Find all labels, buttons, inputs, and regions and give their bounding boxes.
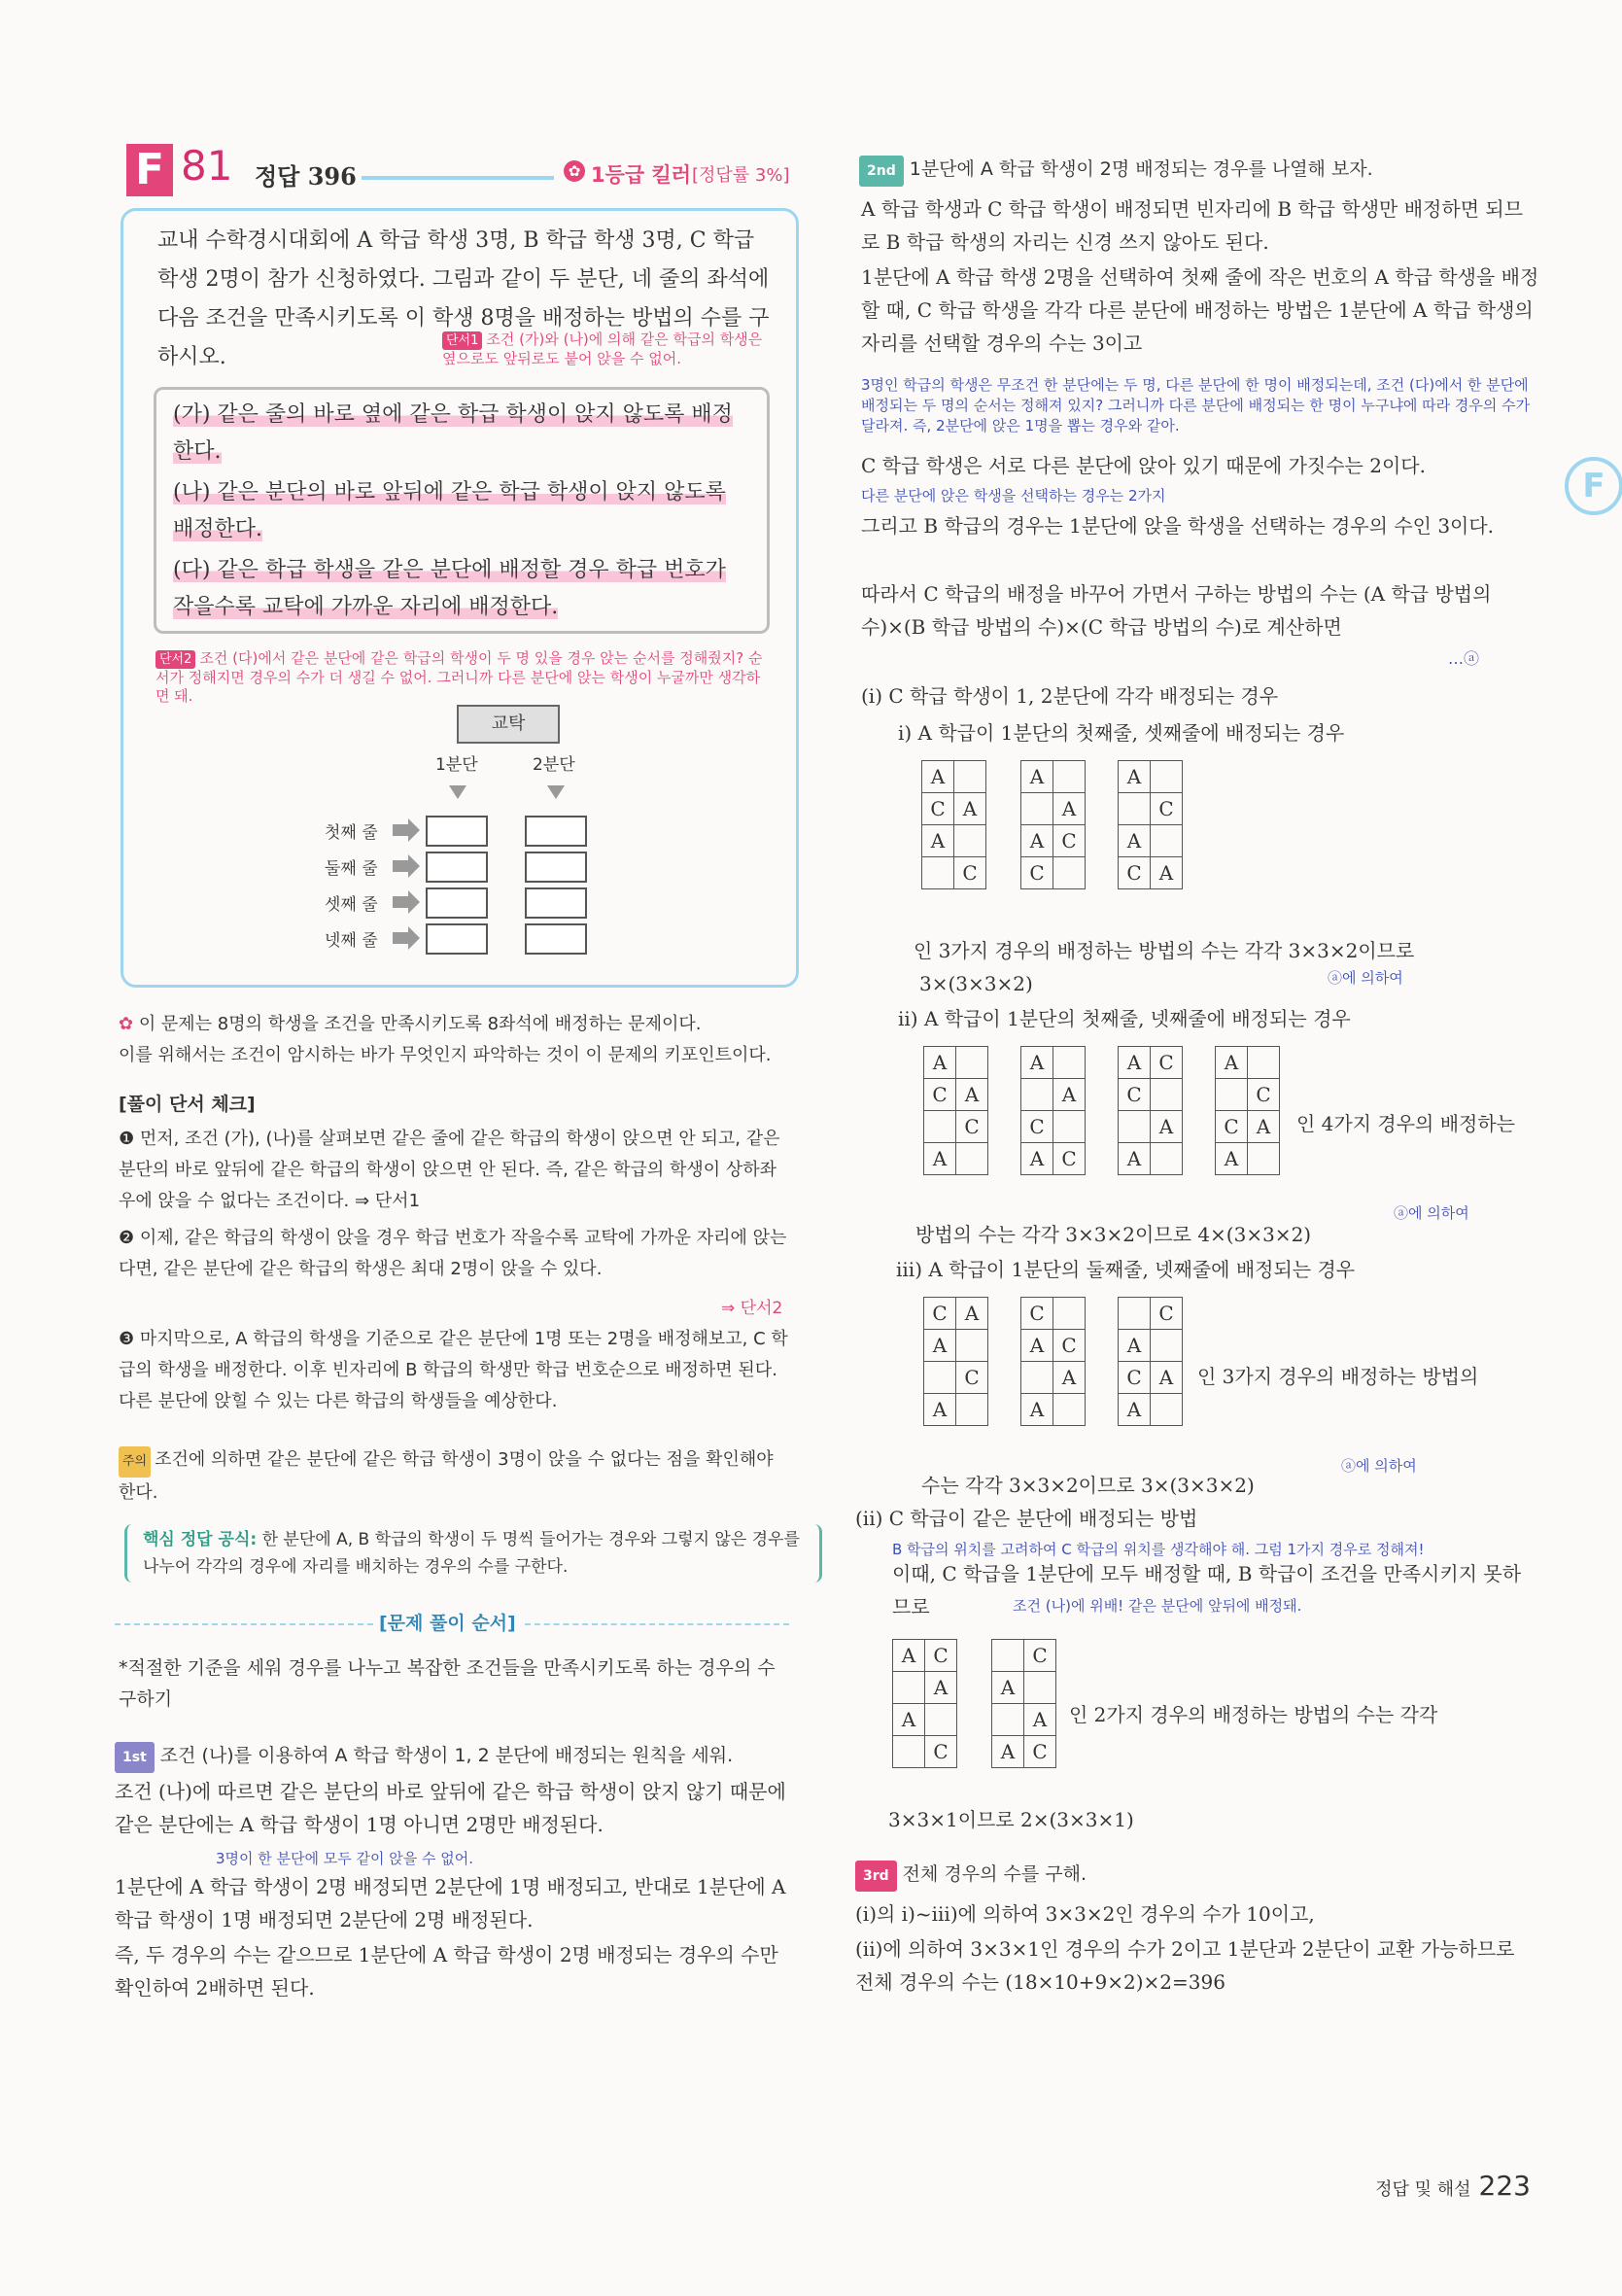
grid-cell [956, 1143, 988, 1175]
grid-cell: C [956, 1111, 988, 1143]
grid-cell: A [924, 1143, 956, 1175]
hint-2-tag: 단서2 [155, 650, 195, 669]
grid-cell: A [925, 1672, 957, 1704]
grid-cell [1119, 1298, 1151, 1330]
seat-grid-1 [921, 760, 986, 889]
grid-cell [1151, 1394, 1183, 1426]
check-1: ❶ 먼저, 조건 (가), (나)를 살펴보면 같은 줄에 같은 학급의 학생이 앉으면 안 되고, 같은 분단의 바로 앞뒤에 같은 학급의 학생이 앉으면 안 된다. 즉, 같은 학급의 학생이 상하좌우에 앉을 수 없다는 조건이다. ⇒ 단서1 [119, 1129, 780, 1211]
grid-cell [924, 1111, 956, 1143]
star-icon: ✿ [564, 160, 585, 182]
grid-cell: A [1151, 1362, 1183, 1394]
condition-c: (다) 같은 학급 학생을 같은 분단에 배정할 경우 학급 번호가 작을수록 교탁에 가까운 자리에 배정한다. [173, 558, 726, 619]
grid-cell: A [1053, 793, 1086, 825]
seat-grid-5 [1020, 1046, 1086, 1175]
right-p1: A 학급 학생과 C 학급 학생이 배정되면 빈자리에 B 학급 학생만 배정하면 되므로 B 학급 학생의 자리는 신경 쓰지 않아도 된다. [861, 197, 1524, 254]
grid-cell [956, 1394, 988, 1426]
grid-cell: C [1119, 857, 1151, 889]
grid-cell: A [1248, 1111, 1280, 1143]
grid-cell: C [1021, 857, 1053, 889]
mark-a: …ⓐ [1448, 649, 1480, 668]
step-1-b: 1분단에 A 학급 학생이 2명 배정되면 2분단에 1명 배정되고, 반대로 1분단에 A 학급 학생이 1명 배정되면 2분단에 2명 배정된다. [115, 1875, 786, 1931]
seat-grid-3 [1118, 760, 1183, 889]
grid-cell [1151, 825, 1183, 857]
grid-cell [992, 1640, 1024, 1672]
grid-cell: C [924, 1079, 956, 1111]
series-badge: F [126, 144, 173, 196]
grid-cell [1053, 1298, 1086, 1330]
grid-cell: C [1021, 1111, 1053, 1143]
grid-cell: A [924, 1047, 956, 1079]
grid-cell [1021, 1362, 1053, 1394]
grid-cell: C [1248, 1079, 1280, 1111]
row-arrows [393, 818, 422, 955]
grid-cell: A [893, 1640, 925, 1672]
grid-cell [1053, 761, 1086, 793]
seat-1-3 [426, 887, 488, 919]
order-title: [문제 풀이 순서] [379, 1613, 516, 1634]
seat-grid-10 [1118, 1297, 1183, 1426]
grid-cell: A [1024, 1704, 1056, 1736]
step-1: 1st 조건 (나)를 이용하여 A 학급 학생이 1, 2 분단에 배정되는 원칙을 세워. [115, 1740, 795, 1773]
check-2: ❷ 이제, 같은 학급의 학생이 앉을 경우 학급 번호가 작을수록 교탁에 가까운 자리에 앉는다면, 같은 분단에 같은 학급의 학생은 최대 2명이 앉을 수 있다. [119, 1228, 787, 1279]
case-1: (i) C 학급 학생이 1, 2분단에 각각 배정되는 경우 [861, 684, 1279, 708]
grid-cell: A [924, 1394, 956, 1426]
case-1-i-eq: 3×(3×3×2) [919, 972, 1033, 995]
case-2-note-2: 조건 (나)에 위배! 같은 분단에 앞뒤에 배정돼. [1013, 1597, 1302, 1615]
grid-cell: A [1021, 761, 1053, 793]
right-p4: 그리고 B 학급의 경우는 1분단에 앉을 학생을 선택하는 경우의 수인 3이다. [861, 514, 1495, 538]
grid-cell: A [922, 825, 954, 857]
grid-cell: C [1024, 1640, 1056, 1672]
page-footer [1375, 2170, 1531, 2202]
grid-cell: C [1053, 1330, 1086, 1362]
by-a-3: ⓐ에 의하여 [1341, 1457, 1417, 1475]
case-1-ii: ii) A 학급이 1분단의 첫째줄, 넷째줄에 배정되는 경우 [898, 1007, 1351, 1030]
seat-grid-11 [892, 1639, 957, 1768]
grid-cell: C [1053, 1143, 1086, 1175]
by-a-2: ⓐ에 의하여 [1394, 1204, 1469, 1222]
grid-cell: C [1024, 1736, 1056, 1768]
seat-2-2 [525, 852, 587, 883]
grid-cell: A [1216, 1143, 1248, 1175]
case-2: (ii) C 학급이 같은 분단에 배정되는 방법 [855, 1507, 1198, 1530]
case-1-ii-result: 인 4가지 경우의 배정하는 [1296, 1112, 1515, 1135]
side-tab-f: F [1565, 457, 1622, 515]
grid-cell: A [1119, 1047, 1151, 1079]
divider-left [115, 1623, 373, 1625]
divider-right [525, 1623, 789, 1625]
grid-cell [1151, 1143, 1183, 1175]
hint-1-tag: 단서1 [442, 331, 482, 350]
check-2-ref: ⇒ 단서2 [721, 1299, 783, 1318]
grid-cell: A [1021, 1143, 1053, 1175]
row-label-2: 둘째 줄 [325, 859, 378, 879]
grid-cell: C [1151, 1047, 1183, 1079]
seat-grid-2 [1020, 760, 1086, 889]
grid-cell: A [992, 1736, 1024, 1768]
grid-cell: C [1151, 793, 1183, 825]
grid-cell: C [1151, 1298, 1183, 1330]
grid-cell: C [954, 857, 986, 889]
right-p3: C 학급 학생은 서로 다른 분단에 앉아 있기 때문에 가짓수는 2이다. [861, 454, 1426, 477]
intro: ✿ 이 문제는 8명의 학생을 조건을 만족시키도록 8좌석에 배정하는 문제이다. 이를 위해서는 조건이 암시하는 바가 무엇인지 파악하는 것이 이 문제의 키포인트이다. [119, 1014, 772, 1065]
case-2-note: B 학급의 위치를 고려하여 C 학급의 위치를 생각해야 해. 그럼 1가지 경우로 정해져! [892, 1541, 1425, 1558]
case-2-eq: 3×3×1이므로 2×(3×3×1) [888, 1808, 1134, 1831]
grid-cell: A [1119, 825, 1151, 857]
grid-cell: A [924, 1330, 956, 1362]
right-p5: 따라서 C 학급의 배정을 바꾸어 가면서 구하는 방법의 수는 (A 학급 방법의 수)×(B 학급 방법의 수)×(C 학급 방법의 수)로 계산하면 [861, 582, 1492, 639]
grid-cell: C [1119, 1079, 1151, 1111]
grid-cell [1053, 1111, 1086, 1143]
grid-cell [924, 1362, 956, 1394]
grid-cell [1216, 1079, 1248, 1111]
step-1-note: 3명이 한 분단에 모두 같이 앉을 수 없어. [216, 1850, 474, 1867]
question-number: 81 [181, 142, 233, 190]
grid-cell: A [1119, 1143, 1151, 1175]
grid-cell [1119, 793, 1151, 825]
row-label-1: 첫째 줄 [325, 823, 378, 843]
teacher-desk: 교탁 [457, 705, 560, 744]
footer-label: 정답 및 해설 [1375, 2179, 1471, 2200]
seat-grid-9 [1020, 1297, 1086, 1426]
grid-cell [1248, 1143, 1280, 1175]
grid-cell [1024, 1672, 1056, 1704]
grid-cell [992, 1704, 1024, 1736]
row-label-4: 넷째 줄 [325, 931, 378, 951]
grid-cell [1021, 793, 1053, 825]
check-3: ❸ 마지막으로, A 학급의 학생을 기준으로 같은 분단에 1명 또는 2명을 배정해보고, C 학급의 학생을 배정한다. 이후 빈자리에 B 학급의 학생만 학급 번호순으로 배정하면 된다. 다른 분단에 앉힐 수 있는 다른 학급의 학생들을 예상한다. [119, 1329, 788, 1411]
seat-1-1 [426, 816, 488, 847]
final-1: (i)의 i)~iii)에 의하여 3×3×2인 경우의 수가 10이고, [855, 1902, 1315, 1926]
grid-cell: A [1216, 1047, 1248, 1079]
column-1-label: 1분단 [435, 755, 478, 775]
grid-cell [1151, 1330, 1183, 1362]
grid-cell [1021, 1079, 1053, 1111]
grid-cell [1119, 1111, 1151, 1143]
seat-grid-8 [923, 1297, 988, 1426]
right-p2: 1분단에 A 학급 학생 2명을 선택하여 첫째 줄에 작은 번호의 A 학급 학생을 배정할 때, C 학급 학생을 각각 다른 분단에 배정하는 방법은 1분단에 A 학급 학생의 자리를 선택할 경우의 수는 3이고 [861, 265, 1539, 355]
arrow-down-icon [449, 785, 466, 799]
step-1-c: 즉, 두 경우의 수는 같으므로 1분단에 A 학급 학생이 2명 배정되는 경우의 수만 확인하여 2배하면 된다. [115, 1943, 778, 2000]
grid-cell: A [992, 1672, 1024, 1704]
seat-1-2 [426, 852, 488, 883]
step-2: 2nd 1분단에 A 학급 학생이 2명 배정되는 경우를 나열해 보자. [859, 154, 1539, 187]
hint-1 [442, 330, 763, 368]
grid-cell: C [922, 793, 954, 825]
grid-cell [893, 1736, 925, 1768]
answer-underline [362, 176, 554, 180]
right-note-1: 3명인 학급의 학생은 무조건 한 분단에는 두 명, 다른 분단에 한 명이 배정되는데, 조건 (다)에서 한 분단에 배정되는 두 명의 순서는 정해져 있지? 그러니까 다른 분단에 배정되는 한 명이 누구냐에 따라 경우의 수가 달라져. 즉, 2분단에 앉은 1명을 뽑는 경우와 같아. [861, 376, 1531, 435]
grid-cell [1151, 1079, 1183, 1111]
grid-cell: C [1053, 825, 1086, 857]
grid-cell [954, 825, 986, 857]
seat-grid-7 [1215, 1046, 1280, 1175]
case-1-i: i) A 학급이 1분단의 첫째줄, 셋째줄에 배정되는 경우 [898, 721, 1345, 745]
grid-cell: A [1021, 1047, 1053, 1079]
grid-cell: A [1119, 1394, 1151, 1426]
seat-grid-4 [923, 1046, 988, 1175]
case-1-iii: iii) A 학급이 1분단의 둘째줄, 넷째줄에 배정되는 경우 [896, 1258, 1356, 1281]
case-1-iii-result: 인 3가지 경우의 배정하는 방법의 [1197, 1365, 1479, 1388]
seat-2-1 [525, 816, 587, 847]
grid-cell: C [956, 1362, 988, 1394]
grid-cell [925, 1704, 957, 1736]
by-a-1: ⓐ에 의하여 [1328, 969, 1403, 987]
case-1-ii-result-2: 방법의 수는 각각 3×3×2이므로 4×(3×3×2) [915, 1223, 1312, 1246]
grid-cell [893, 1672, 925, 1704]
hint-1-text: 조건 (가)와 (나)에 의해 같은 학급의 학생은 옆으로도 앞뒤로도 붙어 앉을 수 없어. [442, 330, 763, 367]
grid-cell: A [1053, 1362, 1086, 1394]
row-label-3: 셋째 줄 [325, 895, 378, 915]
seat-2-3 [525, 887, 587, 919]
grid-cell [1151, 761, 1183, 793]
seat-2-4 [525, 923, 587, 955]
right-note-2: 다른 분단에 앉은 학생을 선택하는 경우는 2가지 [861, 487, 1166, 504]
grid-cell: A [1119, 1330, 1151, 1362]
grid-cell: A [954, 793, 986, 825]
star-icon: ✿ [119, 1014, 139, 1034]
seat-grid-12 [991, 1639, 1056, 1768]
grid-cell: A [1053, 1079, 1086, 1111]
seat-1-4 [426, 923, 488, 955]
grid-cell [956, 1047, 988, 1079]
seat-grid-6 [1118, 1046, 1183, 1175]
problem-text: 교내 수학경시대회에 A 학급 학생 3명, B 학급 학생 3명, C 학급 학생 2명이 참가 신청하였다. 그림과 같이 두 분단, 네 줄의 좌석에 다음 조건을 만족시키도록 이 학생 8명을 배정하는 방법의 수를 구하시오. [157, 228, 770, 369]
grid-cell: A [1119, 761, 1151, 793]
grid-cell: C [924, 1298, 956, 1330]
grid-cell: A [1021, 825, 1053, 857]
check-title: [풀이 단서 체크] [119, 1094, 256, 1115]
grid-cell: C [1021, 1298, 1053, 1330]
grid-cell: A [1151, 857, 1183, 889]
case-1-i-result: 인 3가지 경우의 배정하는 방법의 수는 각각 3×3×2이므로 [914, 939, 1415, 962]
page-number: 223 [1478, 2170, 1531, 2202]
answer-label: 정답 396 [255, 162, 357, 191]
column-2-label: 2분단 [533, 755, 575, 775]
case-1-iii-result-2: 수는 각각 3×3×2이므로 3×(3×3×2) [921, 1474, 1255, 1497]
grid-cell: C [925, 1736, 957, 1768]
core-formula: 핵심 정답 공식: 한 분단에 A, B 학급의 학생이 두 명씩 들어가는 경우와 그렇지 않은 경우를 나누어 각각의 경우에 자리를 배치하는 경우의 수를 구한다. [124, 1524, 822, 1583]
grid-cell [922, 857, 954, 889]
hint-2-text: 조건 (다)에서 같은 분단에 같은 학급의 학생이 두 명 있을 경우 앉는 순서를 정해줬지? 순서가 정해지면 경우의 수가 더 생길 수 없어. 그러니까 다른 분단에 앉는 학생이 누굴까만 생각하면 돼. [155, 649, 763, 705]
grid-cell: A [893, 1704, 925, 1736]
grid-cell [1053, 1394, 1086, 1426]
step-1-a: 조건 (나)에 따르면 같은 분단의 바로 앞뒤에 같은 학급 학생이 앉지 않기 때문에 같은 분단에는 A 학급 학생이 1명 아니면 2명만 배정된다. [115, 1780, 786, 1836]
grid-cell [956, 1330, 988, 1362]
killer-label: 1등급 킬러 [591, 163, 692, 187]
grid-cell: C [925, 1640, 957, 1672]
grid-cell [954, 761, 986, 793]
arrow-down-icon [547, 785, 565, 799]
condition-a: (가) 같은 줄의 바로 옆에 같은 학급 학생이 앉지 않도록 배정한다. [173, 402, 733, 464]
grid-cell [1248, 1047, 1280, 1079]
grid-cell: A [1021, 1394, 1053, 1426]
grid-cell: A [956, 1079, 988, 1111]
grid-cell [1053, 1047, 1086, 1079]
case-2-text: 이때, C 학급을 1분단에 모두 배정할 때, B 학급이 조건을 만족시키지 못하므로 [892, 1562, 1522, 1618]
grid-cell: C [1216, 1111, 1248, 1143]
step-3: 3rd 전체 경우의 수를 구해. [855, 1859, 1536, 1892]
caution: 주의 조건에 의하면 같은 분단에 같은 학급 학생이 3명이 앉을 수 없다는 점을 확인해야 한다. [119, 1444, 791, 1509]
answer-rate: [정답률 3%] [692, 165, 790, 186]
grid-cell: A [1151, 1111, 1183, 1143]
order-text: *적절한 기준을 세워 경우를 나누고 복잡한 조건들을 만족시키도록 하는 경우의 수 구하기 [119, 1657, 776, 1710]
case-2-result: 인 2가지 경우의 배정하는 방법의 수는 각각 [1069, 1703, 1438, 1726]
grid-cell: A [1021, 1330, 1053, 1362]
grid-cell [1053, 857, 1086, 889]
grid-cell: A [922, 761, 954, 793]
condition-b: (나) 같은 분단의 바로 앞뒤에 같은 학급 학생이 앉지 않도록 배정한다. [173, 480, 726, 541]
grid-cell: A [956, 1298, 988, 1330]
final-2: (ii)에 의하여 3×3×1인 경우의 수가 2이고 1분단과 2분단이 교환 가능하므로 전체 경우의 수는 (18×10+9×2)×2=396 [855, 1937, 1515, 1994]
grid-cell: C [1119, 1362, 1151, 1394]
hint-2 [155, 649, 768, 706]
